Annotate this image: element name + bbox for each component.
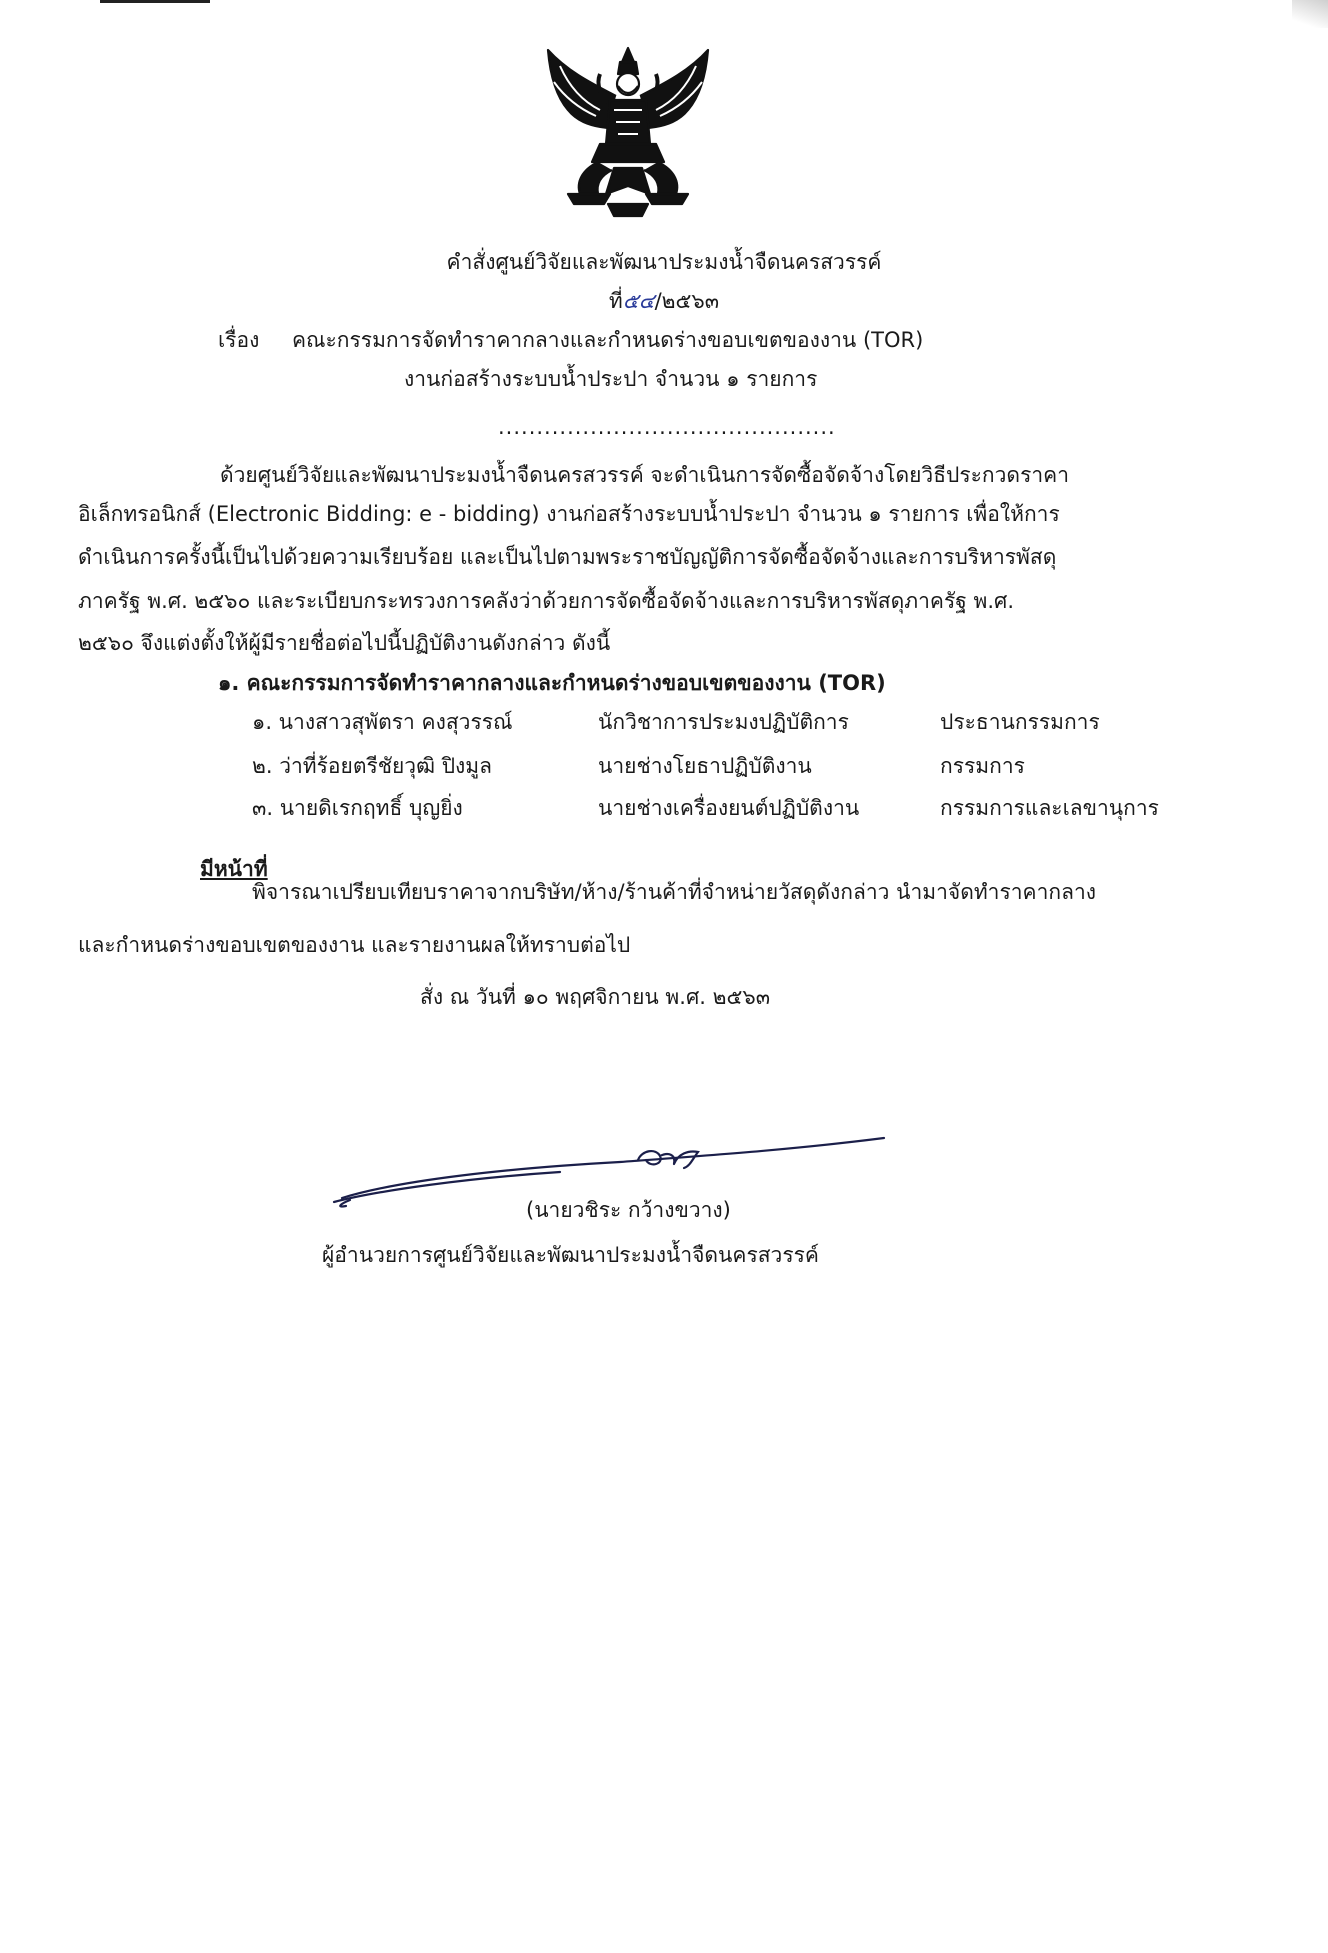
garuda-emblem-icon [538, 44, 718, 222]
subject-line-1: คณะกรรมการจัดทำราคากลางและกำหนดร่างขอบเขตของงาน (TOR) [292, 328, 924, 352]
scan-corner-shadow [1292, 0, 1328, 28]
paragraph-line: ดำเนินการครั้งนี้เป็นไปด้วยความเรียบร้อย และเป็นไปตามพระราชบัญญัติการจัดซื้อจัดจ้างและการบริหารพัสดุ [78, 545, 1057, 569]
paragraph-line: ภาครัฐ พ.ศ. ๒๕๖๐ และระเบียบกระทรวงการคลังว่าด้วยการจัดซื้อจัดจ้างและการบริหารพัสดุภาครัฐ พ.ศ. [78, 589, 1015, 613]
member-name: ๓. นายดิเรกฤทธิ์ บุญยิ่ง [252, 796, 463, 820]
signatory-name: (นายวชิระ กว้างขวาง) [526, 1198, 731, 1222]
order-number-prefix: ที่ [608, 289, 623, 313]
member-role: กรรมการและเลขานุการ [940, 796, 1159, 820]
duty-line: และกำหนดร่างขอบเขตของงาน และรายงานผลให้ทราบต่อไป [78, 933, 631, 957]
duty-line: พิจารณาเปรียบเทียบราคาจากบริษัท/ห้าง/ร้านค้าที่จำหน่ายวัสดุดังกล่าว นำมาจัดทำราคากลาง [252, 880, 1097, 904]
member-name: ๑. นางสาวสุพัตรา คงสุวรรณ์ [252, 710, 513, 734]
subject-label: เรื่อง [218, 328, 260, 352]
duty-heading: มีหน้าที่ [200, 857, 268, 881]
scan-edge-mark [100, 0, 210, 3]
member-position: นายช่างโยธาปฏิบัติงาน [598, 754, 812, 778]
member-role: กรรมการ [940, 754, 1025, 778]
separator-dots: ............................................ [498, 415, 836, 439]
order-date: สั่ง ณ วันที่ ๑๐ พฤศจิกายน พ.ศ. ๒๕๖๓ [420, 985, 771, 1009]
paragraph-line: ด้วยศูนย์วิจัยและพัฒนาประมงน้ำจืดนครสวรรค์ จะดำเนินการจัดซื้อจัดจ้างโดยวิธีประกวดราคา [220, 463, 1069, 487]
order-number-value: ๕๔ [622, 289, 655, 313]
order-title: คำสั่งศูนย์วิจัยและพัฒนาประมงน้ำจืดนครสวรรค์ [446, 250, 882, 274]
committee-heading: ๑. คณะกรรมการจัดทำราคากลางและกำหนดร่างขอบเขตของงาน (TOR) [218, 671, 886, 695]
member-position: นายช่างเครื่องยนต์ปฏิบัติงาน [598, 796, 860, 820]
subject-line-2: งานก่อสร้างระบบน้ำประปา จำนวน ๑ รายการ [404, 367, 818, 391]
member-name: ๒. ว่าที่ร้อยตรีชัยวุฒิ ปิงมูล [252, 754, 493, 778]
signatory-title: ผู้อำนวยการศูนย์วิจัยและพัฒนาประมงน้ำจืดนครสวรรค์ [322, 1243, 819, 1267]
member-position: นักวิชาการประมงปฏิบัติการ [598, 710, 849, 734]
order-number [0, 286, 1328, 316]
paragraph-line: อิเล็กทรอนิกส์ (Electronic Bidding: e - bidding) งานก่อสร้างระบบน้ำประปา จำนวน ๑ รายการ เพื่อให้การ [78, 502, 1060, 526]
paragraph-line: ๒๕๖๐ จึงแต่งตั้งให้ผู้มีรายชื่อต่อไปนี้ปฏิบัติงานดังกล่าว ดังนี้ [78, 631, 611, 655]
order-number-suffix: /๒๕๖๓ [654, 289, 720, 313]
member-role: ประธานกรรมการ [940, 710, 1100, 734]
